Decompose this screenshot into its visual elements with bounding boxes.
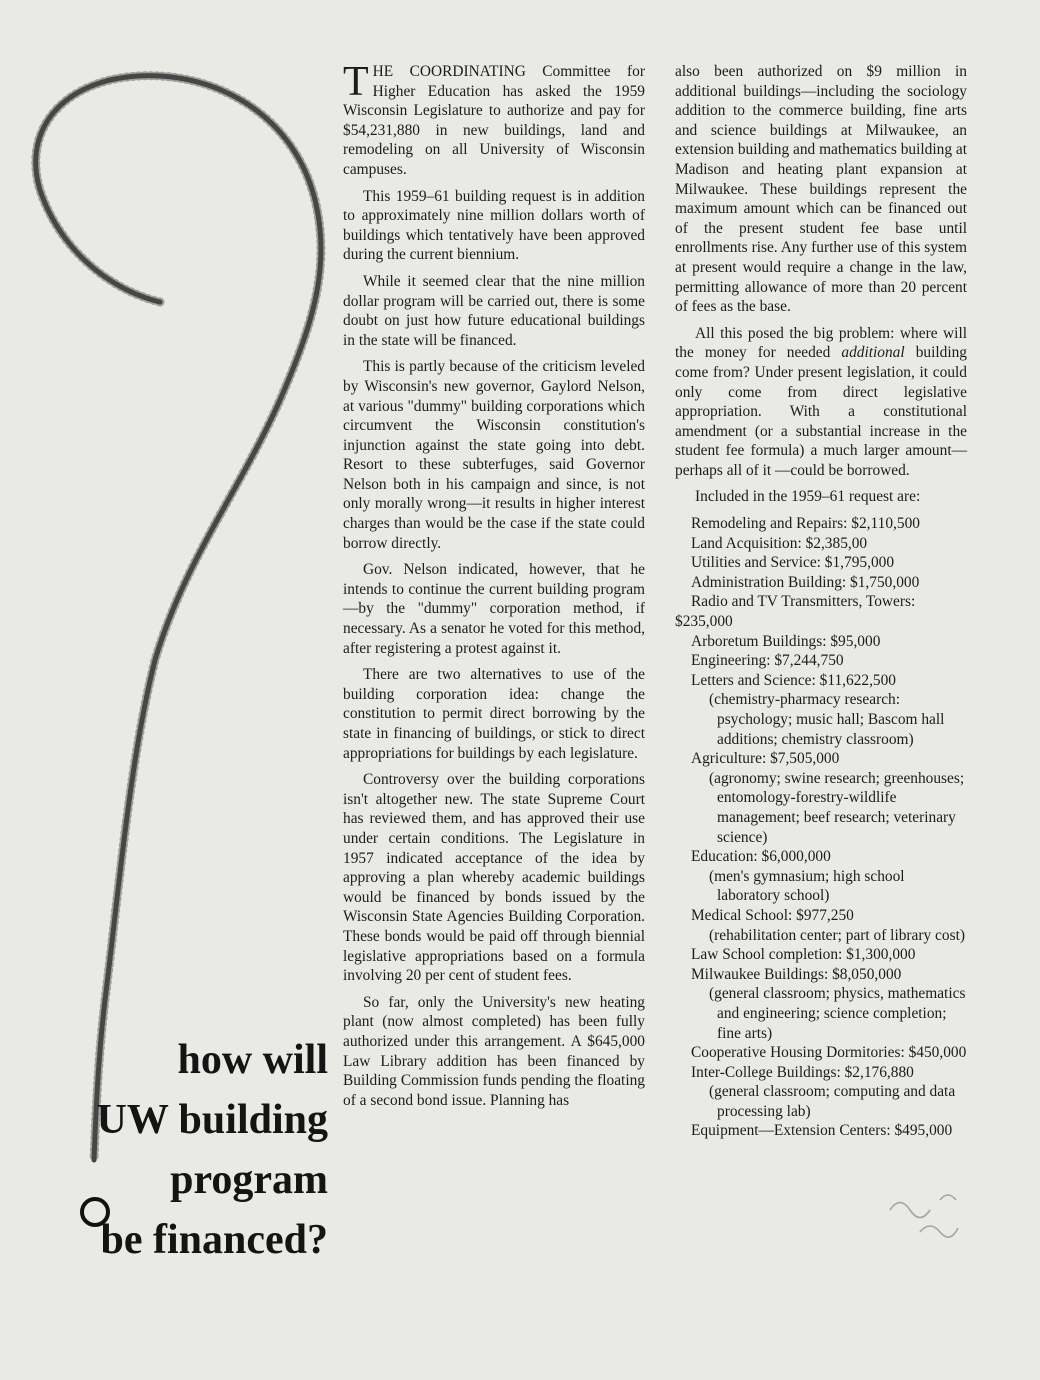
list-intro: Included in the 1959–61 request are: xyxy=(695,488,921,506)
list-item xyxy=(675,749,967,847)
list-item xyxy=(675,671,967,749)
paragraph: Gov. Nelson indicated, however, that he intends to continue the current building program—by the "dummy" corporation method, if necessary. As a senator he voted for this method, after registering a protest against it. xyxy=(343,561,645,657)
list-item xyxy=(675,1043,967,1063)
list-item xyxy=(675,965,967,1043)
paragraph-text: All this posed the big problem: where will the money for needed xyxy=(675,324,967,362)
list-item-detail: (general classroom; computing and data processing lab) xyxy=(709,1083,956,1120)
headline-line-3: program xyxy=(170,1157,328,1203)
request-list xyxy=(675,514,967,1141)
list-item-text: Engineering: $7,244,750 xyxy=(691,652,844,670)
paragraph: This is partly because of the criticism leveled by Wisconsin's new governor, Gaylord Nelson, at various "dummy" building corporations which circumvent the Wisconsin constitution's injunction against the state going into debt. Resort to these subterfuges, said Governor Nelson both in his campaign and since, is not only morally wrong—it results in higher interest charges than would be the case if the state could borrow directly. xyxy=(343,358,645,552)
headline xyxy=(60,1030,328,1270)
paragraph xyxy=(675,324,967,481)
list-item-text: Radio and TV Transmitters, Towers: $235,000 xyxy=(675,593,916,631)
headline-line-2: UW building xyxy=(96,1097,328,1143)
pencil-notation xyxy=(880,1170,1000,1250)
list-item xyxy=(675,1063,967,1122)
list-item-text: Education: $6,000,000 xyxy=(691,848,831,866)
article-column-2 xyxy=(675,62,967,1141)
list-item xyxy=(675,906,967,945)
drop-cap: T xyxy=(343,59,369,105)
list-item-text: Letters and Science: $11,622,500 xyxy=(691,671,897,689)
list-item-text: Inter-College Buildings: $2,176,880 xyxy=(691,1063,914,1081)
list-item xyxy=(675,592,967,631)
list-item-detail: (general classroom; physics, mathematics and engineering; science completion; fine arts) xyxy=(709,985,966,1042)
paragraph: So far, only the University's new heating plant (now almost completed) has been fully authorized under this arrangement. A $645,000 Law Library addition has been financed by Building Commission funds pending the floating of a second bond issue. Planning has xyxy=(343,993,645,1109)
list-item-text: Utilities and Service: $1,795,000 xyxy=(691,554,895,572)
headline-line-4: be financed? xyxy=(100,1217,328,1263)
paragraph-text: HE COORDINATING Committee for Higher Education has asked the 1959 Wisconsin Legislature to authorize and pay for $54,231,880 in new buildings, land and remodeling on all University of Wisconsin campuses. xyxy=(343,63,645,178)
list-item-text: Equipment—Extension Centers: $495,000 xyxy=(691,1122,953,1140)
paragraph: Controversy over the building corporations isn't altogether new. The state Supreme Court has reviewed them, and has approved their use under certain conditions. The Legislature in 1957 indicated acceptance of the idea by approving a plan whereby academic buildings would be financed by bonds issued by the Wisconsin State Agencies Building Corporation. These bonds would be paid off through biennial legislative appropriations based on a formula involving 20 per cent of student fees. xyxy=(343,771,645,985)
list-item xyxy=(675,847,967,906)
list-item xyxy=(675,573,967,593)
list-item-text: Law School completion: $1,300,000 xyxy=(691,946,916,964)
paragraph: also been authorized on $9 million in additional buildings—including the sociology addition to the commerce building, fine arts and science buildings at Milwaukee, an extension building and mathematics building at Madison and heating plant expansion at Milwaukee. These buildings represent the maximum amount which can be financed out of the present student fee base until enrollments rise. Any further use of this system at present would require a change in the law, permitting allowance of more than 20 percent of fees as the base. xyxy=(675,63,967,316)
paragraph: While it seemed clear that the nine million dollar program will be carried out, there is some doubt on just how future educational buildings in the state will be financed. xyxy=(343,272,645,349)
list-item-text: Arboretum Buildings: $95,000 xyxy=(691,632,881,650)
list-item-detail: (men's gymnasium; high school laboratory school) xyxy=(709,867,905,905)
headline-line-1: how will xyxy=(177,1037,328,1083)
list-item-text: Medical School: $977,250 xyxy=(691,906,854,924)
list-item-text: Administration Building: $1,750,000 xyxy=(691,573,920,591)
emphasis-text: additional xyxy=(841,344,905,362)
list-item xyxy=(675,1121,967,1141)
list-item-detail: (agronomy; swine research; greenhouses; entomology-forestry-wildlife management; beef research; veterinary science) xyxy=(709,769,965,846)
list-item-text: Cooperative Housing Dormitories: $450,000 xyxy=(691,1044,967,1062)
list-item xyxy=(675,514,967,534)
list-item xyxy=(675,651,967,671)
paragraph: There are two alternatives to use of the building corporation idea: change the constitution to permit direct borrowing by the state in financing of buildings, or stick to direct appropriations for buildings by each legislature. xyxy=(343,666,645,762)
list-item-text: Remodeling and Repairs: $2,110,500 xyxy=(691,515,920,533)
list-item-text: Milwaukee Buildings: $8,050,000 xyxy=(691,965,902,983)
list-item xyxy=(675,632,967,652)
paragraph: This 1959–61 building request is in addition to approximately nine million dollars worth of buildings which tentatively have been approved during the current biennium. xyxy=(343,187,645,264)
list-item xyxy=(675,553,967,573)
list-item-text: Land Acquisition: $2,385,00 xyxy=(691,534,868,552)
paragraph xyxy=(343,59,645,180)
list-item xyxy=(675,534,967,554)
list-item xyxy=(675,945,967,965)
paragraph-text: building come from? Under present legislation, it could only come from direct legislative appropriation. With a constitutional amendment (or a substantial increase in the student fee formula) a much larger amount—perhaps all of it —could be borrowed. xyxy=(675,344,967,479)
list-item-text: Agriculture: $7,505,000 xyxy=(691,750,840,768)
list-item-detail: (chemistry-pharmacy research: psychology; music hall; Bascom hall additions; chemistry classroom) xyxy=(709,691,945,748)
article-column-1 xyxy=(343,59,645,1117)
list-item-detail: (rehabilitation center; part of library cost) xyxy=(709,926,965,944)
